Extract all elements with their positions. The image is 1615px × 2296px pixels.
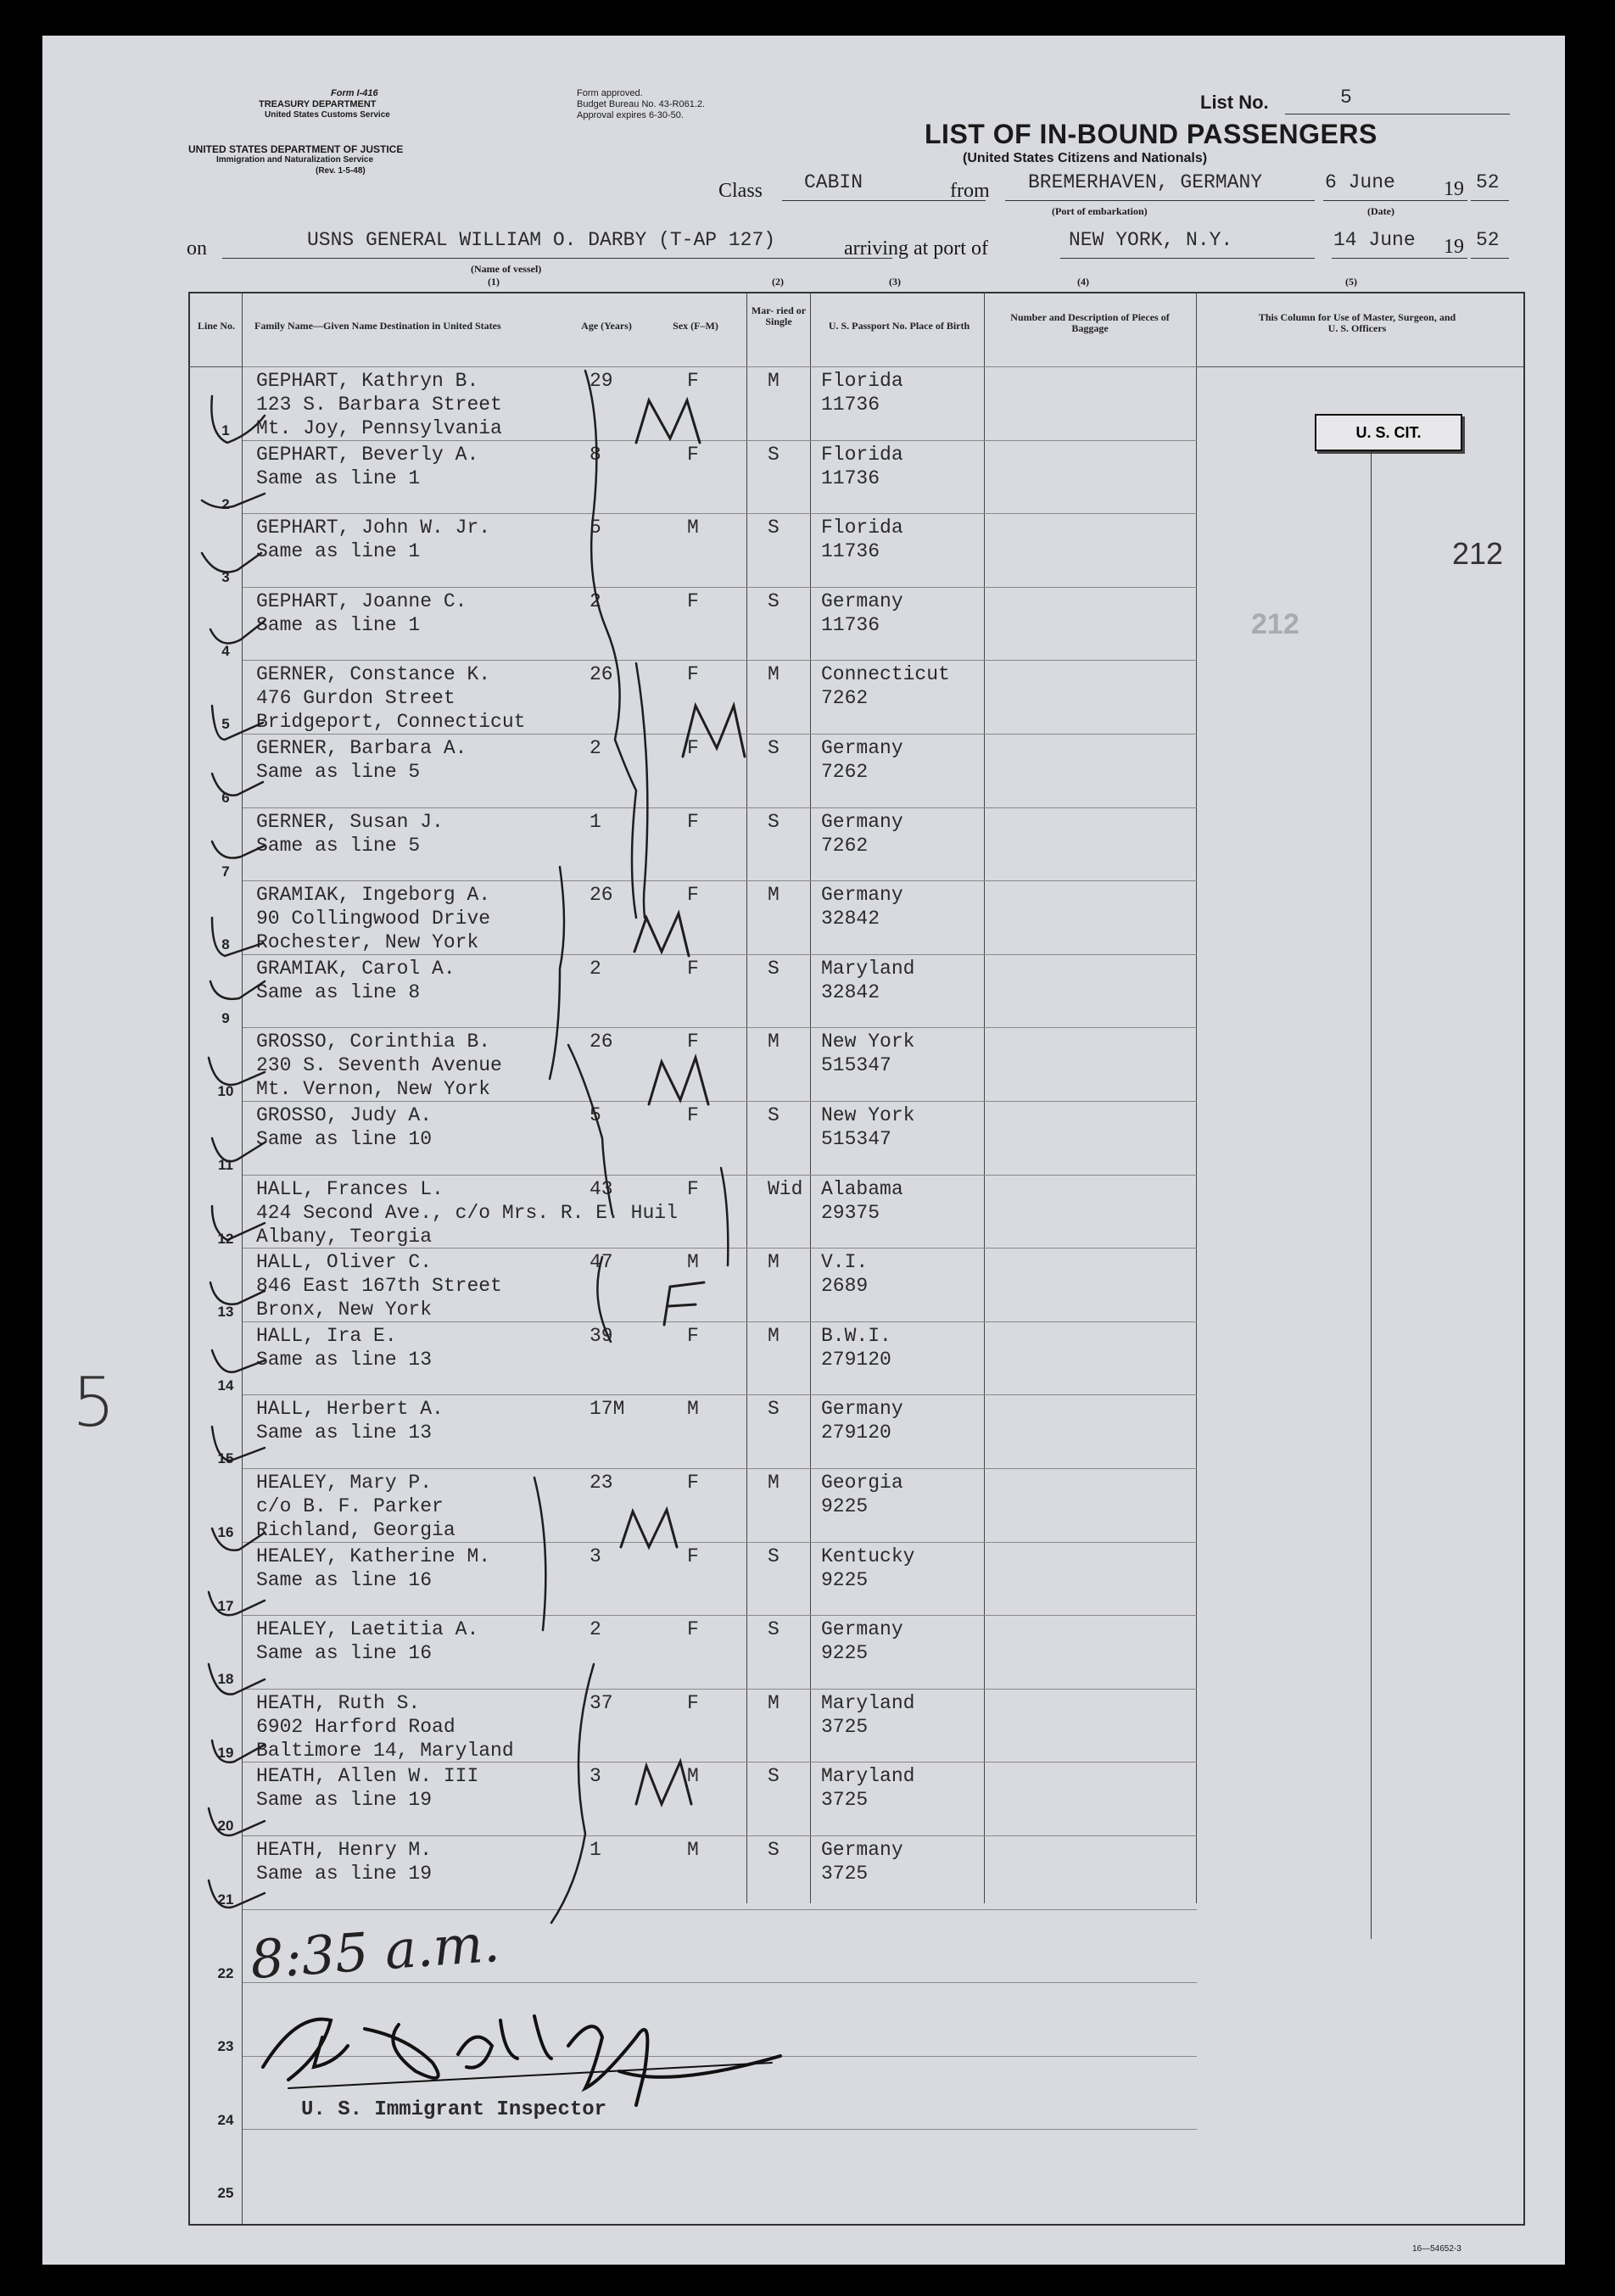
year-value: 52 (1476, 171, 1500, 193)
passenger-birthplace: Florida (821, 370, 903, 392)
passenger-marital: M (768, 1691, 780, 1714)
passenger-name: HEATH, Ruth S. (256, 1691, 421, 1714)
manifest-page (42, 36, 1565, 2265)
passenger-birthplace: Germany (821, 810, 903, 833)
passenger-age: 2 (590, 957, 601, 980)
passenger-address: Same as line 1 (256, 466, 421, 489)
col-header-line: Line No. (197, 320, 235, 332)
passport-number: 279120 (821, 1422, 891, 1444)
passenger-marital: M (768, 1324, 780, 1347)
passenger-birthplace: Florida (821, 517, 903, 539)
passenger-address-2: Baltimore 14, Maryland (256, 1739, 514, 1762)
passenger-address: Same as line 19 (256, 1863, 433, 1885)
passenger-age: 1 (590, 1839, 601, 1861)
line-number: 18 (217, 1671, 234, 1688)
passenger-marital: S (768, 517, 780, 539)
budget-bureau: Budget Bureau No. 43-R061.2. (577, 99, 706, 109)
passenger-sex: F (687, 1324, 699, 1347)
passenger-marital: S (768, 737, 780, 759)
passenger-address: Same as line 8 (256, 980, 421, 1003)
annotation-212: 212 (1452, 536, 1504, 571)
passport-number: 3725 (821, 1715, 869, 1738)
line-number: 17 (217, 1597, 234, 1614)
passenger-address: 846 East 167th Street (256, 1275, 502, 1298)
passenger-sex: F (687, 443, 699, 466)
line-number: 14 (217, 1377, 234, 1394)
customs-service: United States Customs Service (265, 110, 390, 120)
passenger-address-2: Albany, Teorgia (256, 1225, 433, 1248)
line-number: 25 (217, 2185, 234, 2202)
passenger-age: 47 (590, 1251, 613, 1274)
passenger-sex: F (687, 1545, 699, 1567)
passenger-address: Same as line 13 (256, 1348, 433, 1371)
footer-code: 16—54652-3 (1412, 2244, 1461, 2254)
passport-number: 3725 (821, 1789, 869, 1812)
passenger-address: Same as line 16 (256, 1568, 433, 1591)
form-number: Form I-416 (331, 88, 378, 98)
line-number: 16 (217, 1524, 234, 1540)
list-label: List No. (1200, 92, 1269, 113)
passenger-address-2: Rochester, New York (256, 931, 479, 954)
us-citizen-stamp: U. S. CIT. (1315, 414, 1462, 451)
form-subtitle: (United States Citizens and Nationals) (963, 151, 1208, 165)
justice-dept: UNITED STATES DEPARTMENT OF JUSTICE (188, 143, 404, 155)
passenger-birthplace: Maryland (821, 1691, 915, 1714)
handwriting-overlay (42, 36, 1565, 2265)
passenger-sex: F (687, 737, 699, 759)
passenger-age: 43 (590, 1177, 613, 1200)
passenger-address-2: Bronx, New York (256, 1299, 433, 1321)
passenger-name: HEALEY, Laetitia A. (256, 1618, 479, 1641)
passenger-marital: S (768, 1104, 780, 1126)
passenger-age: 17M (590, 1398, 625, 1421)
passport-number: 515347 (821, 1054, 891, 1077)
passenger-address: 6902 Harford Road (256, 1715, 455, 1738)
line-number: 12 (217, 1230, 234, 1247)
inspector-label: U. S. Immigrant Inspector (301, 2098, 607, 2121)
passenger-birthplace: Maryland (821, 1765, 915, 1788)
passenger-sex: M (687, 1839, 699, 1861)
passenger-age: 2 (590, 589, 601, 612)
passenger-sex: F (687, 1472, 699, 1494)
approval-expires: Approval expires 6-30-50. (577, 110, 684, 120)
passenger-name: GEPHART, John W. Jr. (256, 517, 491, 539)
passport-number: 7262 (821, 761, 869, 783)
passenger-marital: M (768, 663, 780, 686)
passenger-birthplace: Maryland (821, 957, 915, 980)
passenger-address-2: Mt. Vernon, New York (256, 1078, 491, 1101)
on-label: on (187, 237, 207, 260)
passenger-marital: M (768, 1472, 780, 1494)
list-number: 5 (1340, 87, 1352, 109)
class-label: Class (718, 180, 763, 202)
passenger-marital: S (768, 957, 780, 980)
passenger-name: GEPHART, Beverly A. (256, 443, 479, 466)
passport-number: 7262 (821, 687, 869, 710)
passenger-name: GEPHART, Kathryn B. (256, 370, 479, 392)
passenger-name: HALL, Oliver C. (256, 1251, 433, 1274)
col-header-age: Age (Years) (581, 320, 632, 332)
passenger-age: 5 (590, 1104, 601, 1126)
passport-number: 9225 (821, 1495, 869, 1517)
passenger-birthplace: Florida (821, 443, 903, 466)
arriving-label: arriving at port of (844, 237, 988, 260)
passenger-sex: M (687, 1398, 699, 1421)
passenger-age: 2 (590, 1618, 601, 1641)
vessel-name: USNS GENERAL WILLIAM O. DARBY (T-AP 127) (307, 229, 776, 251)
passport-number: 9225 (821, 1568, 869, 1591)
passenger-sex: M (687, 1765, 699, 1788)
passenger-address: Same as line 10 (256, 1128, 433, 1150)
passenger-sex: F (687, 1104, 699, 1126)
passenger-marital: S (768, 1839, 780, 1861)
passenger-sex: F (687, 1691, 699, 1714)
passenger-birthplace: Kentucky (821, 1545, 915, 1567)
passenger-marital: S (768, 443, 780, 466)
passenger-birthplace: Germany (821, 737, 903, 759)
line-number: 23 (217, 2038, 234, 2055)
passenger-sex: F (687, 810, 699, 833)
passenger-address: Same as line 16 (256, 1642, 433, 1665)
line-number: 6 (221, 790, 230, 806)
passenger-birthplace: Connecticut (821, 663, 950, 686)
passenger-sex: F (687, 663, 699, 686)
passenger-name: HEATH, Allen W. III (256, 1765, 479, 1788)
passenger-age: 29 (590, 370, 613, 392)
treasury-dept: TREASURY DEPARTMENT (259, 99, 377, 109)
passenger-marital: S (768, 1398, 780, 1421)
passenger-sex: F (687, 589, 699, 612)
passenger-name: GERNER, Barbara A. (256, 737, 467, 759)
passenger-marital: S (768, 810, 780, 833)
line-number: 20 (217, 1818, 234, 1835)
inspector-signature (263, 2016, 780, 2105)
passenger-address: 476 Gurdon Street (256, 687, 455, 710)
passenger-age: 26 (590, 884, 613, 907)
line-number: 22 (217, 1964, 234, 1981)
date-caption: (Date) (1367, 205, 1394, 217)
form-title: LIST OF IN-BOUND PASSENGERS (925, 119, 1378, 149)
class-value: CABIN (804, 171, 863, 193)
passenger-address-2: Richland, Georgia (256, 1519, 455, 1541)
passenger-birthplace: Germany (821, 589, 903, 612)
passenger-birthplace: B.W.I. (821, 1324, 891, 1347)
col-header-married: Mar- ried or Single (751, 304, 807, 327)
line-number: 11 (218, 1157, 233, 1173)
line-number: 1 (221, 422, 230, 439)
vessel-caption: (Name of vessel) (471, 263, 542, 275)
passenger-address: Same as line 19 (256, 1789, 433, 1812)
passenger-age: 8 (590, 443, 601, 466)
arrival-year-prefix: 19 (1444, 236, 1464, 258)
line-number: 3 (221, 569, 230, 586)
margin-5: 5 (72, 1363, 115, 1442)
passenger-address: 230 S. Seventh Avenue (256, 1054, 502, 1077)
passenger-marital: Wid (768, 1177, 803, 1200)
passenger-age: 3 (590, 1545, 601, 1567)
passenger-address: 90 Collingwood Drive (256, 908, 491, 930)
col-num-5: (5) (1345, 276, 1357, 288)
passport-number: 11736 (821, 540, 880, 563)
passenger-sex: M (687, 1251, 699, 1274)
col-header-sex: Sex (F–M) (673, 320, 718, 332)
passenger-sex: F (687, 1618, 699, 1641)
line-number: 8 (221, 936, 230, 953)
passenger-name: GRAMIAK, Carol A. (256, 957, 455, 980)
passenger-address: Same as line 5 (256, 761, 421, 783)
col-header-baggage: Number and Description of Pieces of Baggage (1010, 311, 1170, 334)
passenger-age: 5 (590, 517, 601, 539)
line-number: 5 (221, 716, 230, 733)
passenger-birthplace: Alabama (821, 1177, 903, 1200)
passenger-name: HEALEY, Katherine M. (256, 1545, 491, 1567)
passenger-marital: S (768, 1618, 780, 1641)
passenger-age: 23 (590, 1472, 613, 1494)
line-number: 10 (217, 1083, 234, 1100)
passenger-age: 39 (590, 1324, 613, 1347)
passenger-sex: F (687, 1177, 699, 1200)
port-value: BREMERHAVEN, GERMANY (1028, 171, 1263, 193)
passenger-age: 26 (590, 663, 613, 686)
passenger-sex: F (687, 370, 699, 392)
passport-number: 32842 (821, 980, 880, 1003)
form-approved: Form approved. (577, 88, 643, 98)
passenger-name: GEPHART, Joanne C. (256, 589, 467, 612)
passenger-birthplace: Germany (821, 1398, 903, 1421)
passenger-address: Same as line 1 (256, 613, 421, 636)
passenger-name: HALL, Herbert A. (256, 1398, 444, 1421)
col-num-2: (2) (772, 276, 784, 288)
passenger-name: GERNER, Constance K. (256, 663, 491, 686)
passport-number: 279120 (821, 1348, 891, 1371)
col-num-4: (4) (1077, 276, 1089, 288)
passenger-birthplace: Georgia (821, 1472, 903, 1494)
passenger-name: GRAMIAK, Ingeborg A. (256, 884, 491, 907)
passport-number: 11736 (821, 394, 880, 416)
arrival-year: 52 (1476, 229, 1500, 251)
passenger-address-2: Bridgeport, Connecticut (256, 711, 526, 734)
port-caption: (Port of embarkation) (1052, 205, 1148, 217)
passenger-marital: S (768, 1545, 780, 1567)
passenger-age: 26 (590, 1031, 613, 1053)
rev-date: (Rev. 1-5-48) (316, 166, 366, 176)
from-label: from (950, 180, 990, 202)
passenger-birthplace: New York (821, 1031, 915, 1053)
col-header-name: Family Name—Given Name Destination in United States (254, 320, 501, 332)
line-number: 9 (221, 1009, 230, 1026)
passenger-marital: M (768, 1031, 780, 1053)
arrival-port: NEW YORK, N.Y. (1069, 229, 1233, 251)
handwritten-time: 8:35 a.m. (248, 1911, 502, 1992)
passenger-marital: M (768, 370, 780, 392)
passport-number: 7262 (821, 834, 869, 857)
passenger-sex: M (687, 517, 699, 539)
passenger-address: c/o B. F. Parker (256, 1495, 444, 1517)
passenger-marital: S (768, 1765, 780, 1788)
passport-number: 2689 (821, 1275, 869, 1298)
passenger-age: 3 (590, 1765, 601, 1788)
line-number: 24 (217, 2111, 234, 2128)
line-number: 13 (217, 1304, 234, 1321)
passenger-name: HEATH, Henry M. (256, 1839, 433, 1861)
passenger-age: 37 (590, 1691, 613, 1714)
passport-number: 11736 (821, 613, 880, 636)
line-number: 21 (217, 1891, 234, 1908)
passenger-sex: F (687, 957, 699, 980)
line-number: 15 (217, 1450, 234, 1467)
passenger-name: HALL, Ira E. (256, 1324, 397, 1347)
line-number: 7 (221, 863, 230, 880)
line-number: 19 (217, 1744, 234, 1761)
passport-number: 3725 (821, 1863, 869, 1885)
year-prefix: 19 (1444, 178, 1464, 200)
line-number: 4 (221, 642, 230, 659)
passenger-address: Same as line 1 (256, 540, 421, 563)
passport-number: 32842 (821, 908, 880, 930)
col-header-passport: U. S. Passport No. Place of Birth (828, 320, 970, 332)
col-header-officers: This Column for Use of Master, Surgeon, and U. S. Officers (1258, 311, 1456, 334)
passenger-age: 2 (590, 737, 601, 759)
passenger-birthplace: New York (821, 1104, 915, 1126)
passenger-sex: F (687, 1031, 699, 1053)
col-num-3: (3) (889, 276, 901, 288)
passenger-birthplace: Germany (821, 1839, 903, 1861)
passenger-marital: M (768, 884, 780, 907)
line-number: 2 (221, 495, 230, 512)
passenger-address: Same as line 13 (256, 1422, 433, 1444)
passenger-marital: M (768, 1251, 780, 1274)
passenger-age: 1 (590, 810, 601, 833)
faded-212: 212 (1251, 608, 1299, 640)
passenger-name: HEALEY, Mary P. (256, 1472, 433, 1494)
date-value: 6 June (1325, 171, 1395, 193)
passenger-name: GERNER, Susan J. (256, 810, 444, 833)
passport-number: 9225 (821, 1642, 869, 1665)
passenger-address: Same as line 5 (256, 834, 421, 857)
passenger-sex: F (687, 884, 699, 907)
passport-number: 29375 (821, 1201, 880, 1224)
arrival-date: 14 June (1333, 229, 1416, 251)
passenger-birthplace: Germany (821, 1618, 903, 1641)
passenger-birthplace: Germany (821, 884, 903, 907)
passenger-name: GROSSO, Judy A. (256, 1104, 433, 1126)
passenger-address-2: Mt. Joy, Pennsylvania (256, 417, 502, 439)
passenger-address: 123 S. Barbara Street (256, 394, 502, 416)
passenger-birthplace: V.I. (821, 1251, 869, 1274)
ins-service: Immigration and Naturalization Service (216, 155, 374, 165)
passenger-name: GROSSO, Corinthia B. (256, 1031, 491, 1053)
passenger-address: 424 Second Ave., c/o Mrs. R. E. Huil (256, 1201, 678, 1224)
passenger-name: HALL, Frances L. (256, 1177, 444, 1200)
passport-number: 11736 (821, 466, 880, 489)
passenger-marital: S (768, 589, 780, 612)
col-num-1: (1) (488, 276, 500, 288)
passport-number: 515347 (821, 1128, 891, 1150)
